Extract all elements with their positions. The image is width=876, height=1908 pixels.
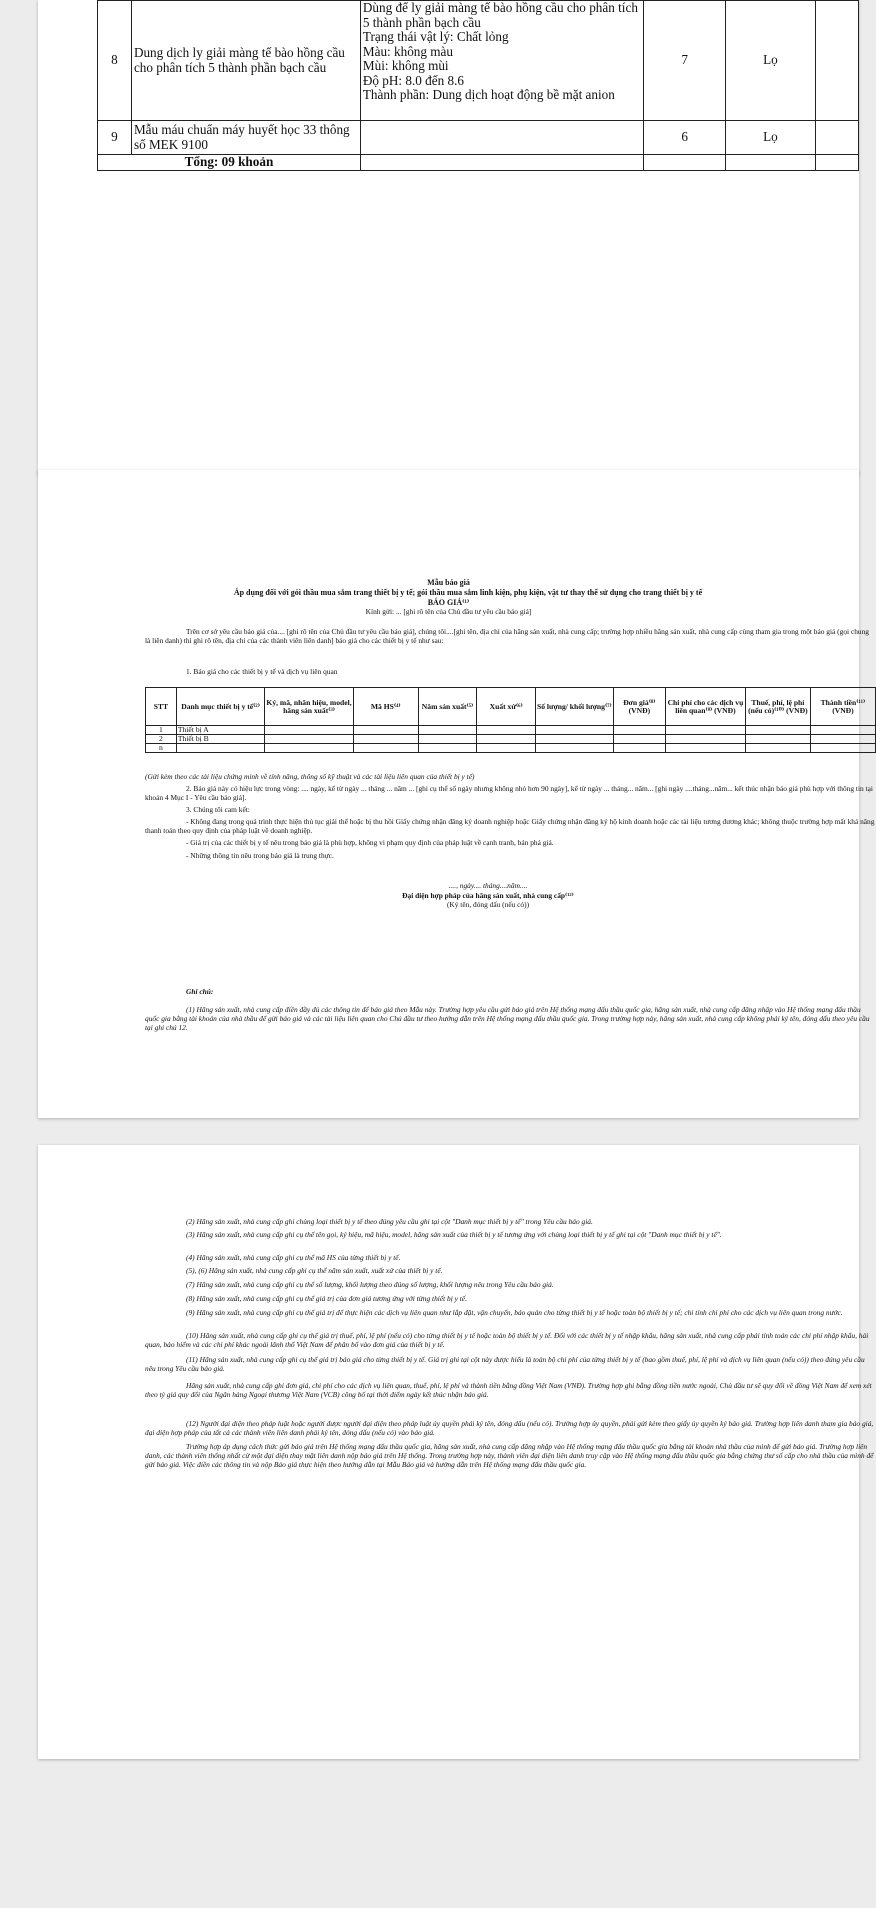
cell [535,735,613,744]
cell [810,726,875,735]
quote-table [145,687,876,753]
table-row [98,1,859,121]
row-spec [360,121,643,155]
table-total: Tổng: 09 khoản [98,155,361,171]
row-unit: Lọ [726,121,816,155]
spec-line: Mùi: không mùi [362,58,449,73]
cell [613,744,665,753]
total-empty-cell [815,155,858,171]
item-3: 3. Chúng tôi cam kết: [186,805,250,814]
cell [265,726,353,735]
row-empty-cell [815,121,858,155]
note-2: (2) Hãng sản xuất, nhà cung cấp ghi chủng loại thiết bị y tế theo đúng yêu cầu ghi tại cột "Danh mục thiết bị y tế" trong Yêu cầu báo giá. [186,1217,593,1226]
th-price: Đơn giá⁽⁸⁾ (VNĐ) [613,688,665,726]
row-qty: 6 [644,121,726,155]
note-5-6: (5), (6) Hãng sản xuất, nhà cung cấp ghi cụ thể năm sản xuất, xuất xứ của thiết bị y tế. [186,1266,443,1275]
note-9: (9) Hãng sản xuất, nhà cung cấp ghi cụ thể giá trị để thực hiện các dịch vụ liên quan như lắp đặt, vận chuyển, bảo quản cho từng thiết bị y tế hoặc toàn bộ thiết bị y tế; chi tính chi phí cho các dịch vụ liên quan trong nước. [186,1308,843,1317]
cell [265,735,353,744]
signer-note: (Ký tên, đóng dấu (nếu có)) [446,900,530,909]
spec-line: Độ pH: 8.0 đến 8.6 [362,72,464,88]
table-row [98,121,859,155]
row-name: Mẫu máu chuẩn máy huyết học 33 thông số MEK 9100 [131,121,360,155]
spec-line: Dùng để ly giải màng tế bào hồng cầu cho phân tích 5 thành phần bạch cầu [362,0,638,30]
cell [665,726,745,735]
note-10: (10) Hãng sản xuất, nhà cung cấp ghi cụ thể giá trị thuế, phí, lệ phí (nếu có) cho từng thiết bị y tế hoặc toàn bộ thiết bị y tế. Đối với các thiết bị y tế nhập khẩu, hãng sản xuất, nhà cung cấp phải tính toán các chi phí nhập khẩu, hải quan, bảo hiểm và các chi phí khác ngoài lãnh thổ Việt Nam để phân bổ vào đơn giá của thiết bị y tế. [145,1331,869,1349]
note-12: (12) Người đại diện theo pháp luật hoặc người được người đại diện theo pháp luật ủy quyền phải ký tên, đóng dấu (nếu có). Trường hợp ủy quyền, phải gửi kèm theo giấy ủy quyền ký báo giá. Trường hợp liên danh tham gia báo giá, đại diện hợp pháp của tất cả các thành viên liên danh phải ký tên, đóng dấu (nếu có) vào báo giá. [145,1419,874,1437]
cell [353,735,418,744]
total-empty-cell [644,155,726,171]
cell [535,726,613,735]
table-total-row [98,155,859,171]
cell [353,726,418,735]
th-amount: Thành tiền⁽¹¹⁾ (VNĐ) [810,688,875,726]
cell [745,726,810,735]
doc-title: BÁO GIÁ⁽¹⁾ [427,598,470,607]
row-stt: 8 [98,1,132,121]
row-unit: Lọ [726,1,816,121]
table-row [146,735,876,744]
spec-line: Màu: không màu [362,43,453,59]
spec-line: Thành phần: Dung dịch hoạt động bề mặt anion [362,87,615,102]
note-currency: Hãng sản xuất, nhà cung cấp ghi đơn giá, chi phí cho các dịch vụ liên quan, thuế, phí, lệ phí và thành tiền bằng đồng Việt Nam (VNĐ). Trường hợp ghi bằng đồng tiền nước ngoài, Chủ đầu tư sẽ quy đổi về đồng Việt Nam để xem xét theo tỷ giá quy đổi của Ngân hàng Ngoại thương Việt Nam (VCB) công bố tại thời điểm ngày kết thúc nhận báo giá. [145,1381,872,1399]
cell-stt: 2 [146,735,177,744]
cell-device [176,744,264,753]
th-origin: Xuất xứ⁽⁶⁾ [477,688,536,726]
apply-line: Áp dụng đối với gói thầu mua sắm trang thiết bị y tế; gói thầu mua sắm linh kiện, phụ kiện, vật tư thay thế sử dụng cho trang thiết bị y tế [233,588,703,597]
form-title: Mẫu báo giá [427,578,470,587]
cell [613,735,665,744]
notes-title: Ghi chú: [186,987,214,996]
th-qty: Số lượng/ khối lượng⁽⁷⁾ [535,688,613,726]
cell [265,744,353,753]
item-2: 2. Báo giá này có hiệu lực trong vòng: .... ngày, kể từ ngày ... tháng ... năm ... [ghi cụ thể số ngày nhưng không nhỏ hơn 90 ngày], kể từ ngày ... tháng... năm... [ghi ngày ....tháng...năm... kết thúc nhận báo giá phù hợp với thông tin tại khoản 4 Mục I - Yêu cầu báo giá]. [145,784,873,802]
note-online: Trường hợp áp dụng cách thức gửi báo giá trên Hệ thống mạng đấu thầu quốc gia, hãng sản xuất, nhà cung cấp đăng nhập vào Hệ thống mạng đấu thầu quốc gia bằng tài khoản nhà thầu của mình để gửi báo giá. Trường hợp liên danh, các thành viên thống nhất cử một đại diện thay mặt liên danh nộp báo giá trên Hệ thống. Trong trường hợp này, thành viên đại diện liên danh truy cập vào Hệ thống mạng đấu thầu quốc gia bằng chứng thư số cấp cho nhà thầu của mình để gửi báo giá. Việc điền các thông tin và nộp Báo giá thực hiện theo hướng dẫn tại Mẫu Báo giá và hướng dẫn trên Hệ thống mạng đấu thầu quốc gia. [145,1442,874,1469]
commit-2: - Giá trị của các thiết bị y tế nêu trong báo giá là phù hợp, không vi phạm quy định của pháp luật về cạnh tranh, bán phá giá. [186,838,554,847]
note-7: (7) Hãng sản xuất, nhà cung cấp ghi cụ thể số lượng, khối lượng theo đúng số lượng, khối lượng nêu trong Yêu cầu báo giá. [186,1280,554,1289]
equipment-table [97,0,859,171]
item-1: 1. Báo giá cho các thiết bị y tế và dịch vụ liên quan [186,667,338,676]
row-spec [360,1,643,121]
row-empty-cell [815,1,858,121]
cell [535,744,613,753]
cell [810,744,875,753]
cell [745,735,810,744]
spec-line: Trạng thái vật lý: Chất lỏng [362,29,509,44]
cell [418,735,477,744]
th-stt: STT [146,688,177,726]
cell [613,726,665,735]
th-device: Danh mục thiết bị y tế⁽²⁾ [176,688,264,726]
cell-stt: n [146,744,177,753]
table-row [146,726,876,735]
note-11: (11) Hãng sản xuất, nhà cung cấp ghi cụ thể giá trị báo giá cho từng thiết bị y tế. Giá trị ghi tại cột này được hiểu là toàn bộ chi phí của từng thiết bị y tế (bao gồm thuế, phí, lệ phí và dịch vụ liên quan (nếu có)) theo đúng yêu cầu nêu trong Yêu cầu báo giá. [145,1355,865,1373]
cell [418,744,477,753]
document-page-3 [38,1145,874,1759]
cell [665,744,745,753]
cell [353,744,418,753]
note-4: (4) Hãng sản xuất, nhà cung cấp ghi cụ thể mã HS của từng thiết bị y tế. [186,1253,401,1262]
row-name: Dung dịch ly giải màng tế bào hồng cầu cho phân tích 5 thành phần bạch cầu [131,1,360,121]
note-8: (8) Hãng sản xuất, nhà cung cấp ghi cụ thể giá trị của đơn giá tương ứng với từng thiết bị y tế. [186,1294,467,1303]
cell-device: Thiết bị B [176,735,264,744]
th-services: Chi phí cho các dịch vụ liên quan⁽⁹⁾ (VNĐ) [665,688,745,726]
cell-device: Thiết bị A [176,726,264,735]
table-note: (Gửi kèm theo các tài liệu chứng minh về tính năng, thông số kỹ thuật và các tài liệu liên quan của thiết bị y tế) [145,772,475,781]
total-empty-cell [360,155,643,171]
signer: Đại diện hợp pháp của hãng sản xuất, nhà cung cấp⁽¹²⁾ [402,891,574,900]
th-model: Ký, mã, nhãn hiệu, model, hãng sản xuất⁽³⁾ [265,688,353,726]
commit-1: - Không đang trong quá trình thực hiện thủ tục giải thể hoặc bị thu hồi Giấy chứng nhận đăng ký doanh nghiệp hoặc Giấy chứng nhận đăng ký hộ kinh doanh hoặc các tài liệu tương đương khác; không thuộc trường hợp mất khả năng thanh toán theo quy định của pháp luật về doanh nghiệp. [145,817,875,835]
note-1: (1) Hãng sản xuất, nhà cung cấp điền đầy đủ các thông tin để báo giá theo Mẫu này. Trường hợp yêu cầu gửi báo giá trên Hệ thống mạng đấu thầu quốc gia, hãng sản xuất, nhà cung cấp đăng nhập vào Hệ thống mạng đấu thầu quốc gia bằng tài khoản của nhà thầu để gửi báo giá và các tài liệu liên quan cho Chủ đầu tư theo hướng dẫn trên Hệ thống mạng đấu thầu quốc gia. Trong trường hợp này, hãng sản xuất, nhà cung cấp không phải ký tên, đóng dấu theo yêu cầu tại ghi chú 12. [145,1005,870,1032]
th-hs: Mã HS⁽⁴⁾ [353,688,418,726]
cell [745,744,810,753]
row-stt: 9 [98,121,132,155]
document-page-2 [38,470,875,1118]
cell [418,726,477,735]
cell [477,735,536,744]
cell [477,726,536,735]
addressee: Kính gửi: ... [ghi rõ tên của Chủ đầu tư yêu cầu báo giá] [365,607,532,616]
cell-stt: 1 [146,726,177,735]
commit-3: - Những thông tin nêu trong báo giá là trung thực. [186,851,334,860]
th-year: Năm sản xuất⁽⁵⁾ [418,688,477,726]
intro-paragraph: Trên cơ sở yêu cầu báo giá của.... [ghi rõ tên của Chủ đầu tư yêu cầu báo giá], chúng tôi....[ghi tên, địa chỉ của hãng sản xuất, nhà cung cấp; trường hợp nhiều hãng sản xuất, nhà cung cấp cùng tham gia trong một báo giá (gọi chung là liên danh) thì ghi rõ tên, địa chỉ của các thành viên liên danh] báo giá cho các thiết bị y tế như sau: [145,627,870,645]
total-empty-cell [726,155,816,171]
note-3: (3) Hãng sản xuất, nhà cung cấp ghi cụ thể tên gọi, ký hiệu, mã hiệu, model, hãng sản xuất của thiết bị y tế tương ứng với chủng loại thiết bị y tế ghi tại cột "Danh mục thiết bị y tế". [186,1230,722,1239]
th-tax: Thuế, phí, lệ phí (nếu có)⁽¹⁰⁾ (VNĐ) [745,688,810,726]
row-qty: 7 [644,1,726,121]
document-page-1 [38,0,859,475]
table-row [146,744,876,753]
cell [477,744,536,753]
cell [665,735,745,744]
cell [810,735,875,744]
date-line: ...., ngày.... tháng....năm.... [448,881,528,890]
